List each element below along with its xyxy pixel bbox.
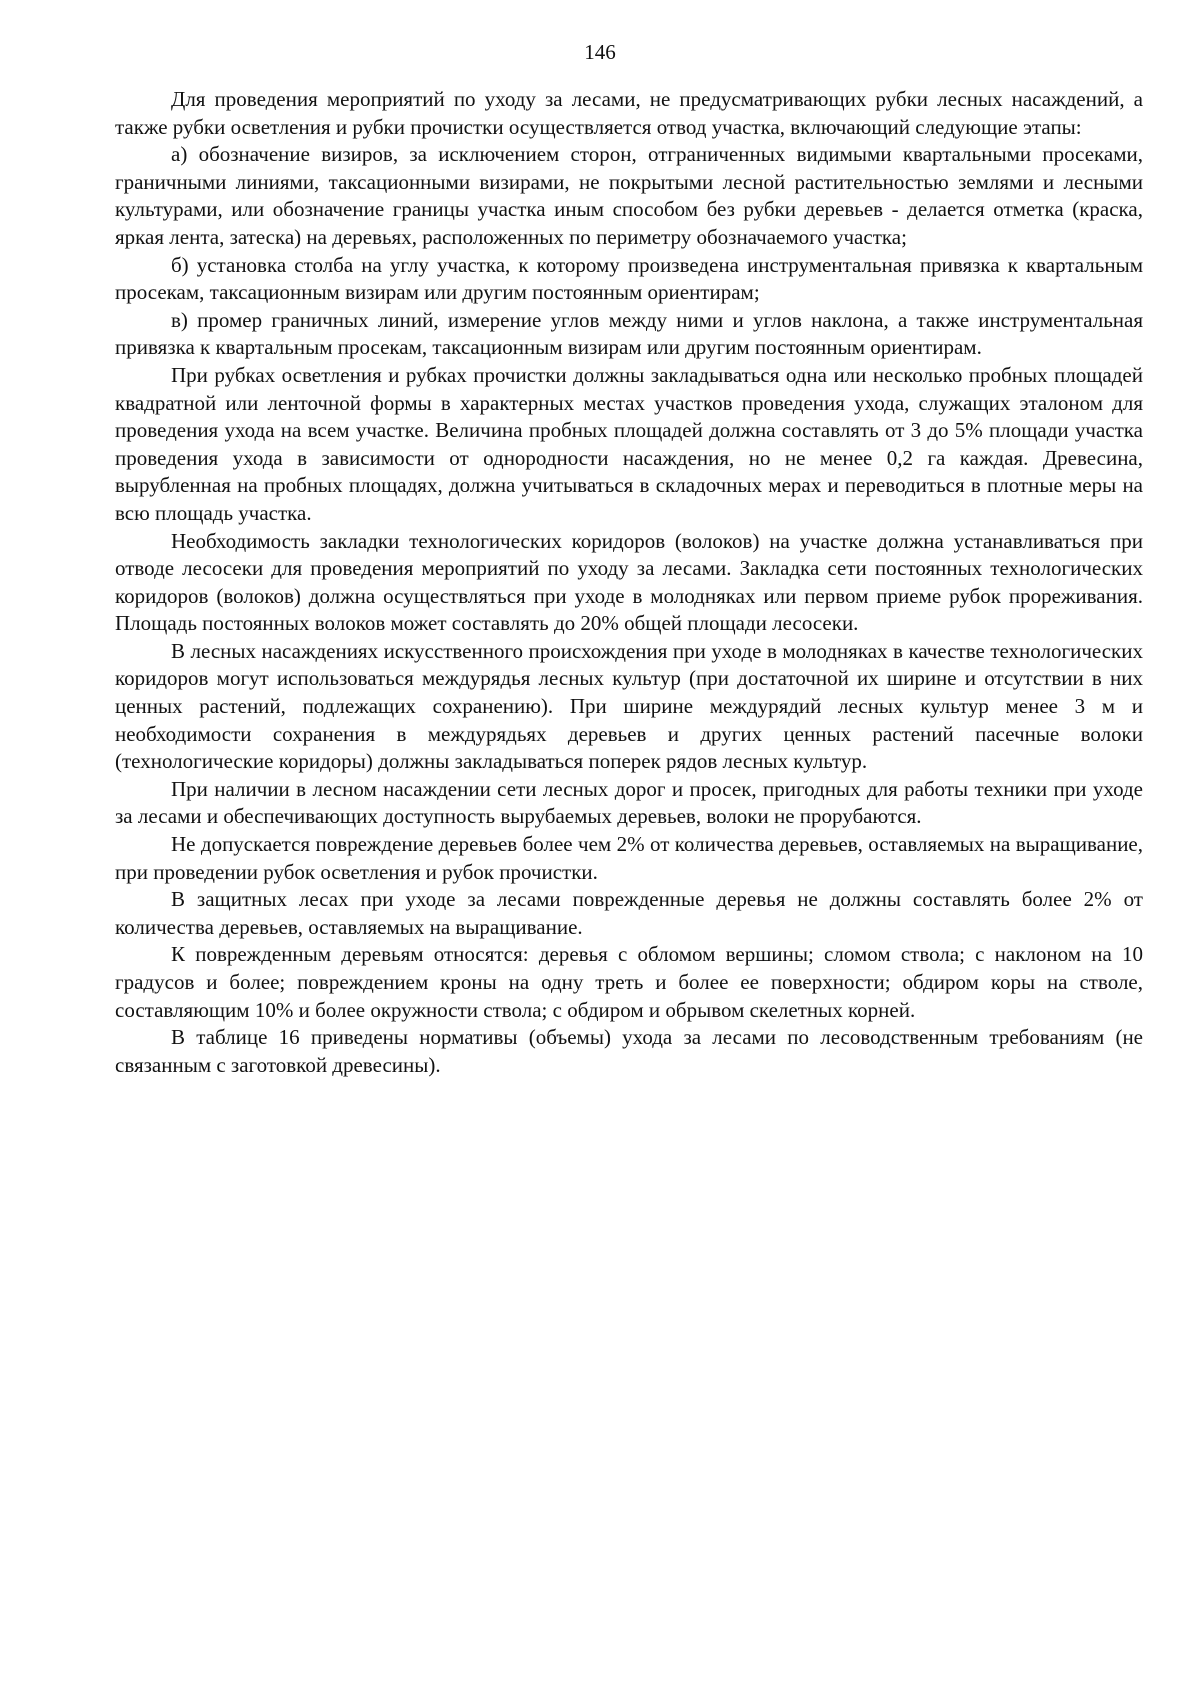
paragraph-item-v: в) промер граничных линий, измерение углов между ними и углов наклона, а также инструментальная привязка к квартальным просекам, таксационным визирам или другим постоянным ориентирам. xyxy=(115,307,1143,360)
page-number: 146 xyxy=(584,40,616,64)
paragraph-sample-plots: При рубках осветления и рубках прочистки должны закладываться одна или несколько пробных площадей квадратной или ленточной формы в характерных местах участков проведения ухода, служащих эталоном для проведения ухода на всем участке. Величина пробных площадей должна составлять от 3 до 5% площади участка проведения ухода в зависимости от однородности насаждения, но не менее 0,2 га каждая. Древесина, вырубленная на пробных площадях, должна учитываться в складочных мерах и переводиться в плотные меры на всю площадь участка. xyxy=(115,362,1143,525)
paragraph-artificial-stands: В лесных насаждениях искусственного происхождения при уходе в молодняках в качестве технологических коридоров могут использоваться междурядья лесных культур (при достаточной их ширине и отсутствии в них ценных растений, подлежащих сохранению). При ширине междурядий лесных культур менее 3 м и необходимости сохранения в междурядьях деревьев и других ценных растений пасечные волоки (технологические коридоры) должны закладываться поперек рядов лесных культур. xyxy=(115,638,1143,774)
paragraph-roads: При наличии в лесном насаждении сети лесных дорог и просек, пригодных для работы техники при уходе за лесами и обеспечивающих доступность вырубаемых деревьев, волоки не прорубаются. xyxy=(115,776,1143,829)
paragraph-damaged-trees: К поврежденным деревьям относятся: деревья с обломом вершины; сломом ствола; с наклоном на 10 градусов и более; повреждением кроны на одну треть и более ее поверхности; обдиром коры на стволе, составляющим 10% и более окружности ствола; с обдиром и обрывом скелетных корней. xyxy=(115,942,1143,1022)
paragraph-damage-limit: Не допускается повреждение деревьев более чем 2% от количества деревьев, оставляемых на выращивание, при проведении рубок осветления и рубок прочистки. xyxy=(115,832,1143,884)
paragraph-table-ref: В таблице 16 приведены нормативы (объемы) ухода за лесами по лесоводственным требованиям (не связанным с заготовкой древесины). xyxy=(115,1025,1143,1077)
paragraph-corridors: Необходимость закладки технологических коридоров (волоков) на участке должна устанавливаться при отводе лесосеки для проведения мероприятий по уходу за лесами. Закладка сети постоянных технологических коридоров (волоков) должна осуществляться при уходе в молодняках или первом приеме рубок прореживания. Площадь постоянных волоков может составлять до 20% общей площади лесосеки. xyxy=(115,528,1143,636)
paragraph-item-b: б) установка столба на углу участка, к которому произведена инструментальная привязка к квартальным просекам, таксационным визирам или другим постоянным ориентирам; xyxy=(115,252,1143,305)
paragraph-item-a: а) обозначение визиров, за исключением сторон, отграниченных видимыми квартальными просеками, граничными линиями, таксационными визирами, не покрытыми лесной растительностью землями и лесными культурами, или обозначение границы участка иным способом без рубки деревьев - делается отметка (краска, яркая лента, затеска) на деревьях, расположенных по периметру обозначаемого участка; xyxy=(115,142,1143,249)
document-body xyxy=(115,86,1143,1079)
paragraph-intro: Для проведения мероприятий по уходу за лесами, не предусматривающих рубки лесных насаждений, а также рубки осветления и рубки прочистки осуществляется отвод участка, включающий следующие этапы: xyxy=(115,87,1143,139)
paragraph-protective-forests: В защитных лесах при уходе за лесами поврежденные деревья не должны составлять более 2% от количества деревьев, оставляемых на выращивание. xyxy=(115,887,1143,939)
